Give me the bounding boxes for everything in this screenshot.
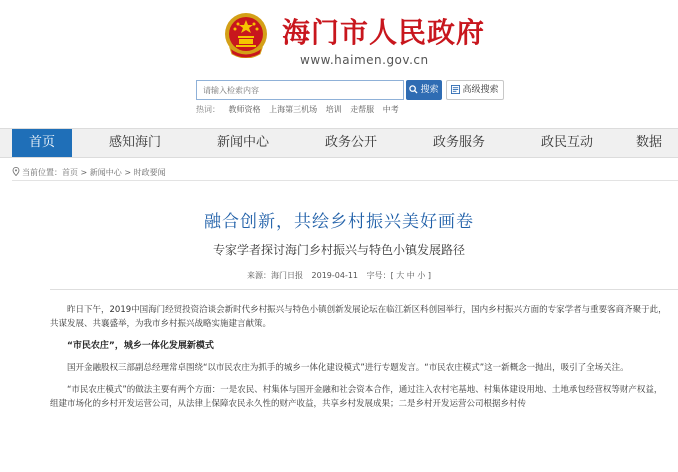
nav-item-interaction[interactable]: 政民互动 xyxy=(540,135,593,150)
advanced-search-icon xyxy=(451,85,460,94)
nav-item-news-center[interactable]: 新闻中心 xyxy=(216,135,269,150)
article-subtitle: 专家学者探讨海门乡村振兴与特色小镇发展路径 xyxy=(212,243,465,257)
article-paragraph: 昨日下午，2019中国海门经贸投资洽谈会新时代乡村振兴与特色小镇创新发展论坛在临江新区科创园举行，国内乡村振兴方面的专家学者与重要客商齐聚于此，共谋发展、共襄盛举，为我市乡村振兴战略实施建言献策。 xyxy=(50,305,667,329)
main-nav xyxy=(0,128,678,158)
breadcrumb-link[interactable]: 新闻中心 xyxy=(89,168,122,177)
search-input[interactable] xyxy=(196,80,404,100)
hot-word-link[interactable]: 走帮服 xyxy=(350,105,375,114)
hot-word-link[interactable]: 教师资格 xyxy=(228,105,261,114)
hot-words-label: 热词： xyxy=(196,105,220,114)
article-body xyxy=(50,303,670,419)
breadcrumb-link[interactable]: 首页 xyxy=(62,168,78,177)
breadcrumb-separator: > xyxy=(78,168,90,177)
nav-item-data[interactable]: 数据 xyxy=(636,135,663,150)
article-paragraph: 国开金融股权三部副总经理常卓围绕“以市民农庄为抓手的城乡一体化建设模式”进行专题发言。“市民农庄模式”这一新概念一抛出，吸引了全场关注。 xyxy=(67,363,629,373)
national-emblem-icon xyxy=(224,12,268,58)
article-source: 来源：海门日报 xyxy=(246,271,303,280)
divider xyxy=(12,180,678,181)
search-icon xyxy=(409,85,418,94)
article-paragraph: “市民农庄模式”的做法主要有两个方面：一是农民、村集体与国开金融和社会资本合作，通过注入农村宅基地、村集体建设用地、土地承包经营权等财产权益，组建市场化的乡村开发运营公司，从法律上保障农民永久性的财产收益，共享乡村发展成果；二是乡村开发运营公司根据乡村传 xyxy=(50,385,663,409)
hot-word-link[interactable]: 中考 xyxy=(382,105,399,114)
breadcrumb xyxy=(12,167,166,178)
breadcrumb-prefix: 当前位置： xyxy=(22,168,62,177)
site-header xyxy=(0,0,678,128)
nav-item-perceive-haimen[interactable]: 感知海门 xyxy=(108,135,161,150)
breadcrumb-link[interactable]: 时政要闻 xyxy=(133,168,166,177)
advanced-search-button[interactable] xyxy=(446,80,504,100)
divider xyxy=(50,289,678,290)
search-button[interactable] xyxy=(406,80,442,100)
nav-item-gov-affairs-open[interactable]: 政务公开 xyxy=(324,135,377,150)
article-date: 2019-04-11 xyxy=(311,271,359,280)
nav-item-gov-services[interactable]: 政务服务 xyxy=(432,135,485,150)
breadcrumb-separator: > xyxy=(121,168,134,177)
article-title: 融合创新，共绘乡村振兴美好画卷 xyxy=(204,212,474,232)
article-section-heading: “市民农庄”，城乡一体化发展新模式 xyxy=(67,341,214,351)
location-pin-icon xyxy=(12,167,20,176)
font-size-control[interactable]: 字号：[ 大 中 小 ] xyxy=(366,271,431,280)
advanced-search-label: 高级搜索 xyxy=(462,85,499,95)
article-meta xyxy=(0,270,678,281)
hot-word-link[interactable]: 培训 xyxy=(325,105,342,114)
site-url: www.haimen.gov.cn xyxy=(300,53,429,67)
nav-item-home[interactable]: 首页 xyxy=(12,129,72,157)
hot-word-link[interactable]: 上海第三机场 xyxy=(269,105,318,114)
site-title[interactable]: 海门市人民政府 xyxy=(282,16,486,49)
search-button-label: 搜索 xyxy=(420,85,439,95)
hot-words xyxy=(196,104,405,115)
